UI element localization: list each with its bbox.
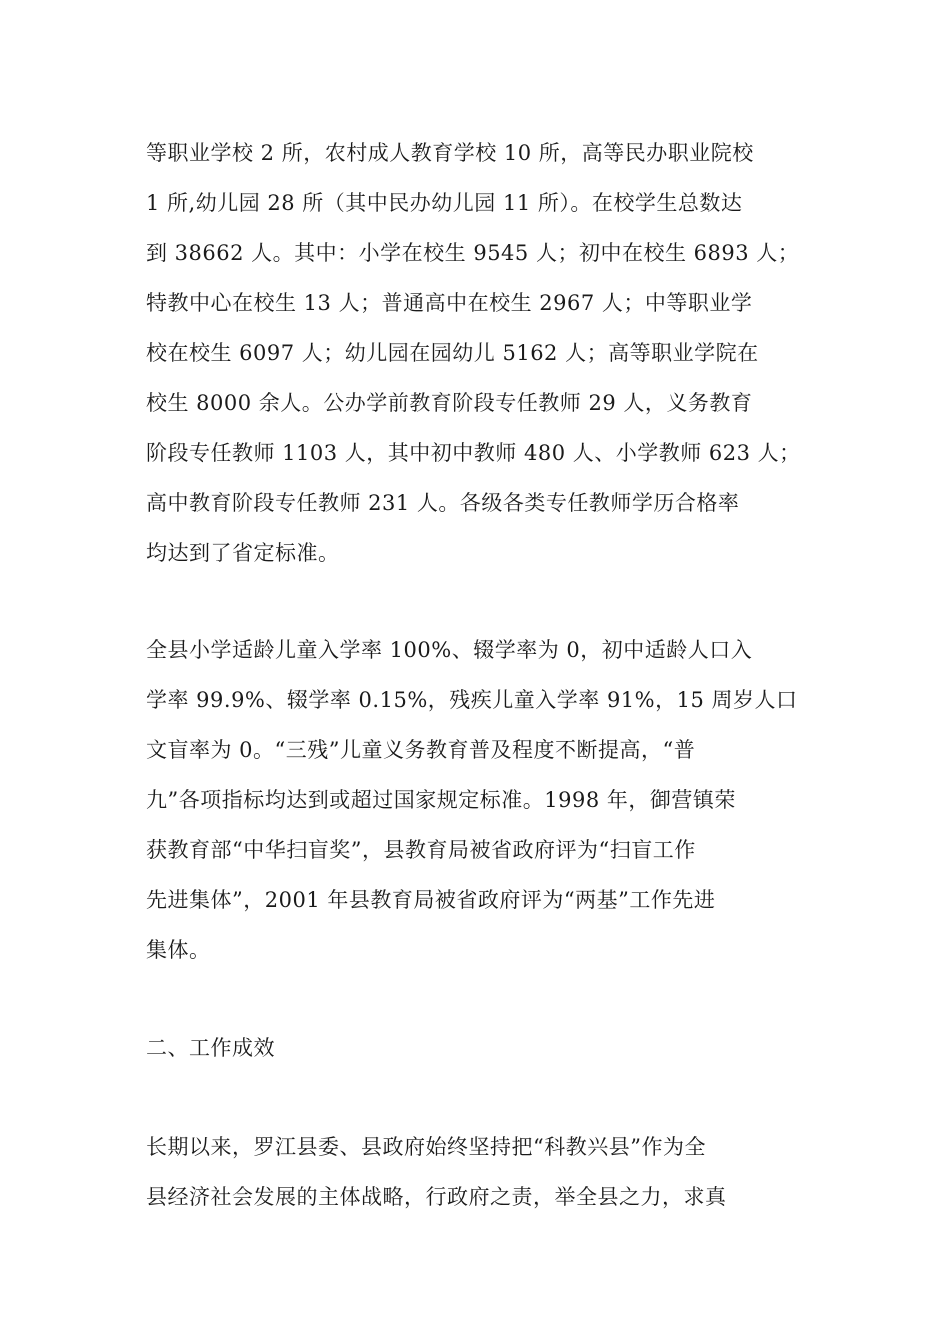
text-line: 特教中心在校生 13 人；普通高中在校生 2967 人；中等职业学	[146, 291, 753, 315]
text-line: 阶段专任教师 1103 人，其中初中教师 480 人、小学教师 623 人；	[146, 441, 801, 465]
section-heading	[146, 1023, 816, 1073]
text-line: 县经济社会发展的主体战略，行政府之责，举全县之力，求真	[146, 1185, 727, 1209]
text-line: 文盲率为 0。“三残”儿童义务教育普及程度不断提高，“普	[146, 738, 696, 762]
text-line: 校生 8000 余人。公办学前教育阶段专任教师 29 人，义务教育	[146, 391, 753, 415]
text-line: 等职业学校 2 所，农村成人教育学校 10 所，高等民办职业院校	[146, 141, 754, 165]
paragraph-work-results	[146, 1122, 816, 1222]
text-line: 校在校生 6097 人；幼儿园在园幼儿 5162 人；高等职业学院在	[146, 341, 759, 365]
text-line: 1 所,幼儿园 28 所（其中民办幼儿园 11 所）。在校学生总数达	[146, 191, 743, 215]
paragraph-school-statistics	[146, 128, 816, 578]
text-line: 全县小学适龄儿童入学率 100%、辍学率为 0，初中适龄人口入	[146, 638, 753, 662]
text-line: 九”各项指标均达到或超过国家规定标准。1998 年，御营镇荣	[146, 788, 736, 812]
section-heading-text: 二、工作成效	[146, 1036, 275, 1060]
text-line: 高中教育阶段专任教师 231 人。各级各类专任教师学历合格率	[146, 491, 740, 515]
text-line: 均达到了省定标准。	[146, 541, 340, 565]
text-line: 获教育部“中华扫盲奖”，县教育局被省政府评为“扫盲工作	[146, 838, 696, 862]
text-line: 学率 99.9%、辍学率 0.15%，残疾儿童入学率 91%，15 周岁人口	[146, 688, 798, 712]
paragraph-enrollment-rates	[146, 625, 816, 975]
text-line: 先进集体”，2001 年县教育局被省政府评为“两基”工作先进	[146, 888, 716, 912]
text-line: 集体。	[146, 938, 211, 962]
text-line: 到 38662 人。其中：小学在校生 9545 人；初中在校生 6893 人；	[146, 241, 800, 265]
text-line: 长期以来，罗江县委、县政府始终坚持把“科教兴县”作为全	[146, 1135, 706, 1159]
